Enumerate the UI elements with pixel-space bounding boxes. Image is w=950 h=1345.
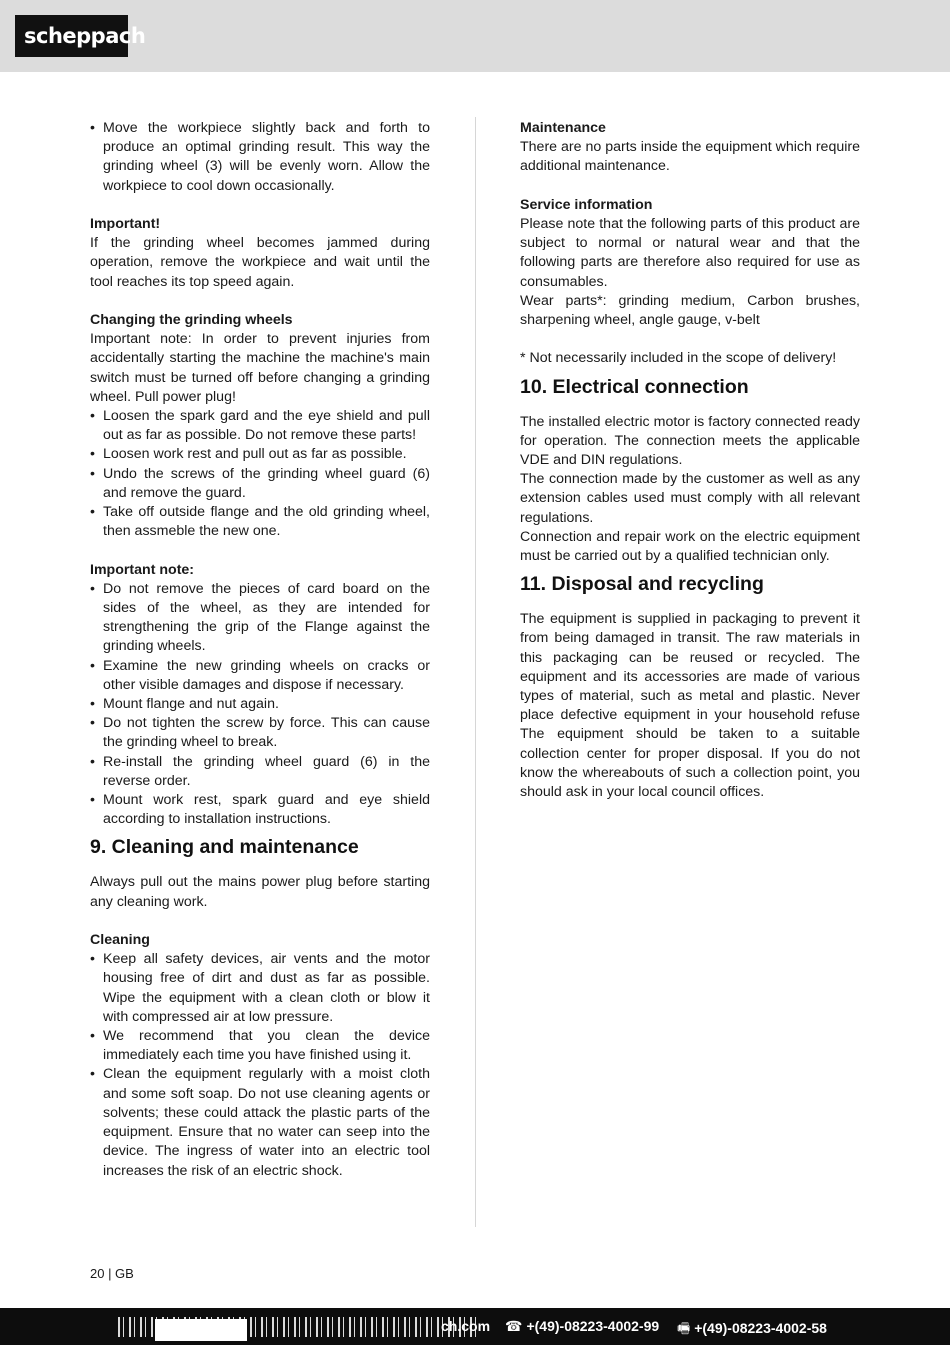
list-item: • Move the workpiece slightly back and forth to produce an optimal grinding result. This way the grinding wheel (3) will be evenly worn. Allow the workpiece to cool down occasionally. <box>90 119 430 196</box>
list-item: • Clean the equipment regularly with a moist cloth and some soft soap. Do not use cleaning agents or solvents; these could attack the plastic parts of the equipment. Ensure that no water can seep into the device. The ingress of water into an electric tool increases the risk of an electric shock. <box>90 1065 430 1180</box>
service-text: Please note that the following parts of this product are subject to normal or natural wear and that the following parts are therefore also required for use as consumables. <box>520 216 860 290</box>
section-10-paragraph: The installed electric motor is factory connected ready for operation. The connection meets the applicable VDE and DIN regulations. <box>520 413 860 469</box>
changing-wheels-bullets <box>90 407 430 541</box>
footer-phone <box>505 1318 659 1335</box>
footer-phone-number: +(49)-08223-4002-99 <box>526 1318 660 1334</box>
list-item: • Do not tighten the screw by force. This can cause the grinding wheel to break. <box>90 714 430 752</box>
important-note-heading: Important note: <box>90 561 195 578</box>
important-heading: Important! <box>90 216 161 232</box>
fax-icon: 🖷 <box>677 1320 691 1336</box>
footer-website[interactable]: ch.com <box>441 1318 491 1334</box>
important-text: If the grinding wheel becomes jammed during operation, remove the workpiece and wait until the tool reaches its top speed again. <box>90 235 430 290</box>
list-item: • Do not remove the pieces of card board on the sides of the wheel, as they are intended for strengthening the grip of the Flange against the grinding wheels. <box>90 580 430 657</box>
wear-parts-text: Wear parts*: grinding medium, Carbon brushes, sharpening wheel, angle gauge, v-belt <box>520 292 860 329</box>
list-item: • Keep all safety devices, air vents and the motor housing free of dirt and dust as far as possible. Wipe the equipment with a clean cloth or blow it with compressed air at low pressure. <box>90 950 430 1027</box>
section-10-paragraph: The connection made by the customer as well as any extension cables used must comply with all relevant regulations. <box>520 471 860 526</box>
footer-fax <box>677 1318 827 1342</box>
changing-wheels-heading: Changing the grinding wheels <box>90 312 293 328</box>
section-9-title: 9. Cleaning and maintenance <box>90 836 359 859</box>
list-item: • Take off outside flange and the old grinding wheel, then assmeble the new one. <box>90 503 430 541</box>
important-note-bullets <box>90 580 430 830</box>
phone-icon: ☎ <box>505 1318 523 1334</box>
list-item: • We recommend that you clean the device immediately each time you have finished using it. <box>90 1027 430 1065</box>
delivery-footnote: * Not necessarily included in the scope of delivery! <box>520 350 837 367</box>
list-item: • Mount work rest, spark guard and eye shield according to installation instructions. <box>90 791 430 829</box>
service-heading: Service information <box>520 196 653 213</box>
page-number: 20 | GB <box>90 1266 134 1281</box>
list-item: • Examine the new grinding wheels on cracks or other visible damages and dispose if necessary. <box>90 657 430 695</box>
section-9-intro: Always pull out the mains power plug before starting any cleaning work. <box>90 874 430 910</box>
cleaning-bullets <box>90 950 430 1180</box>
left-column <box>90 119 430 1181</box>
right-column <box>520 119 860 802</box>
section-11-text: The equipment is supplied in packaging to prevent it from being damaged in transit. The raw materials in this packaging can be reused or recycled. The equipment and its accessories are made of various types of material, such as metal and plastic. Never place defective equipment in your household refuse The equipment should be taken to a suitable collection center for proper disposal. If you do not know the whereabouts of such a collection point, you should ask in your local council offices. <box>520 611 860 801</box>
section-11-title: 11. Disposal and recycling <box>520 573 764 596</box>
changing-wheels-text: Important note: In order to prevent injuries from accidentally starting the machine the machine's main switch must be turned off before changing a grinding wheel. Pull power plug! <box>90 331 430 405</box>
section-10-title: 10. Electrical connection <box>520 375 749 398</box>
maintenance-text: There are no parts inside the equipment which require additional maintenance. <box>520 139 860 175</box>
list-item: • Loosen work rest and pull out as far as possible. <box>90 445 430 464</box>
footer-fax-number: +(49)-08223-4002-58 <box>694 1320 827 1336</box>
page-footer <box>0 1308 950 1345</box>
list-item: • Mount flange and nut again. <box>90 695 430 714</box>
section-10-paragraph: Connection and repair work on the electric equipment must be carried out by a qualified technician only. <box>520 528 860 565</box>
list-item: • Undo the screws of the grinding wheel guard (6) and remove the guard. <box>90 465 430 503</box>
grinding-bullets <box>90 119 430 196</box>
cleaning-heading: Cleaning <box>90 932 150 949</box>
barcode-block <box>155 1319 247 1341</box>
list-item: • Re-install the grinding wheel guard (6) in the reverse order. <box>90 753 430 791</box>
column-divider <box>475 117 476 1227</box>
scheppach-logo: scheppach <box>15 15 128 57</box>
maintenance-heading: Maintenance <box>520 120 606 136</box>
list-item: • Loosen the spark gard and the eye shield and pull out as far as possible. Do not remove these parts! <box>90 407 430 445</box>
page-header <box>0 0 950 72</box>
